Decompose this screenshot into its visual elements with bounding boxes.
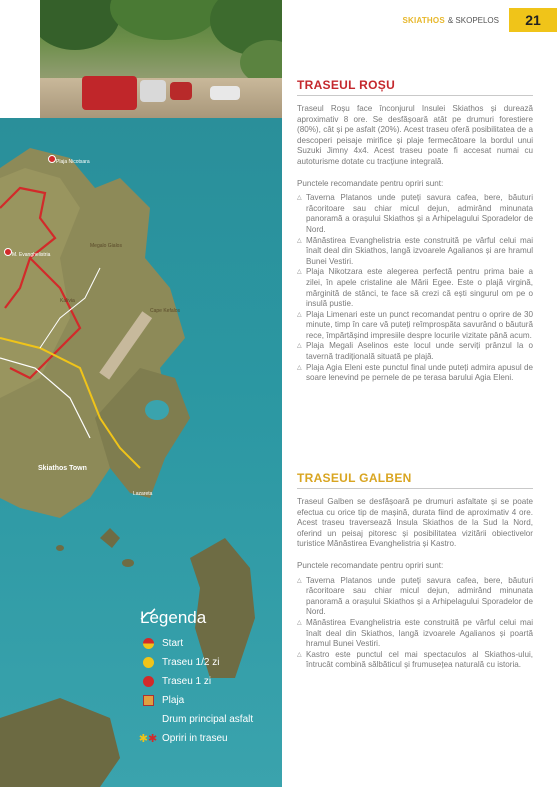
legend-item-start	[140, 634, 280, 653]
legend-label: Plaja	[162, 695, 185, 706]
start-marker-icon	[4, 248, 12, 256]
list-item: △ Mănăstirea Evanghelistria este construită pe vârful celui mai înalt deal din Skiathos, langă izvoarele Agalianos și poartă hramul Bunei Vestiri.	[297, 618, 533, 650]
section-yellow-route	[297, 471, 533, 671]
page-header	[403, 8, 557, 32]
section-title: TRASEUL GALBEN	[297, 471, 412, 485]
map-label-plaja-nicotsara: Plaja Nicotsara	[56, 159, 90, 165]
map-label-megalo-gialos: Megalo Gialos	[90, 243, 122, 249]
list-item: △ Mănăstirea Evanghelistria este construită pe vârful celui mai înalt deal din Skiathos, langă izvoarele Agalianos și are hramul Bunei Vestiri.	[297, 236, 533, 268]
list-item: △ Kastro este punctul cel mai spectaculos al Skiathos-ului, întrucât combină sălbăticul și frumusețea naturală cu istoria.	[297, 650, 533, 671]
page-number: 21	[509, 8, 557, 32]
legend-label: Opriri in traseu	[162, 733, 228, 744]
title-divider	[297, 95, 533, 96]
start-icon	[140, 636, 156, 652]
legend-label: Drum principal asfalt	[162, 714, 254, 725]
section-intro: Traseul Galben se desfășoară pe drumuri asfaltate și se poate efectua cu orice tip de mașină, durata fiind de aproximativ 4 ore. Acest traseu traversează Insula Skiathos de la Sud la Nord, oferind un peisaj pitoresc și posibilitatea vizitării obiectivelor turistice Mănăstirea Evanghelistria și Kastro.	[297, 497, 533, 549]
legend-title: Legenda	[140, 608, 207, 627]
legend-item-road	[140, 710, 280, 729]
header-brand-rest: & SKOPELOS	[447, 15, 499, 25]
map-label-cape-kefalos: Cape Kefalos	[150, 308, 181, 314]
legend-item-beach	[140, 691, 280, 710]
map-label-m-evanghelistria: M. Evanghelistria	[12, 252, 51, 258]
legend-label: Traseu 1 zi	[162, 676, 212, 687]
list-item: △ Plaja Limenari este un punct recomandat pentru o oprire de 30 minute, timp în care vă puteți reîmprospăta savurând o băutură rece, împărtășind impresiile despre locurile vizitate până acum.	[297, 310, 533, 342]
list-item: △ Taverna Platanos unde puteți savura cafea, bere, băuturi răcoritoare sau chiar micul dejun, admirând minunata panoramă a orașului Skiathos și a Arhipelagului Sporadelor de Nord.	[297, 193, 533, 235]
list-item: △ Plaja Megali Aselinos este locul unde serviți prânzul la o tavernă tradițională situată pe plajă.	[297, 341, 533, 362]
header-brand: SKIATHOS	[402, 15, 445, 25]
title-divider	[297, 488, 533, 489]
map-label-kalivia: Kalivia	[60, 298, 75, 304]
map-label-skiathos-town: Skiathos Town	[38, 465, 87, 472]
island-map	[0, 118, 282, 787]
yellow-dot-icon	[140, 655, 156, 671]
map-label-lazareta: Lazareta	[133, 491, 153, 497]
road-icon	[140, 712, 156, 728]
stop-icon: ✱ ✱	[138, 733, 158, 745]
jeep-photo	[40, 0, 282, 118]
legend-item-yellow-route	[140, 653, 280, 672]
list-item: △ Plaja Agia Eleni este punctul final unde puteți admira apusul de soare lenevind pe pernele de pe terasa barului Agia Eleni.	[297, 363, 533, 384]
section-intro: Traseul Roșu face înconjurul Insulei Skiathos și durează aproximativ 8 ore. Se desfășoară atât pe drumuri forestiere (80%), cât și pe asfalt (20%). Acest traseu oferă posibilitatea de a descoperi peisaje mirifice și plaje fermecătoare la bordul unui Suzuki Jimny 4x4. Acest traseu poate fi accesat numai cu autoturisme dotate cu tracțiune integrală.	[297, 104, 533, 166]
red-dot-icon	[140, 674, 156, 690]
legend-label: Start	[162, 638, 184, 649]
list-item: △ Taverna Platanos unde puteți savura cafea, bere, băuturi răcoritoare sau chiar micul dejun, admirând minunata panoramă a orașului Skiathos și a Arhipelagului Sporadelor de Nord.	[297, 576, 533, 618]
beach-icon	[140, 693, 156, 709]
stops-heading: Punctele recomandate pentru opriri sunt:	[297, 560, 444, 570]
stops-heading: Punctele recomandate pentru opriri sunt:	[297, 178, 444, 188]
map-legend	[140, 608, 280, 748]
start-marker-icon	[48, 155, 56, 163]
legend-label: Traseu 1/2 zi	[162, 657, 220, 668]
legend-item-stops	[140, 729, 280, 748]
stops-list	[297, 576, 533, 671]
section-title: TRASEUL ROȘU	[297, 78, 396, 92]
list-item: △ Plaja Nikotzara este alegerea perfectă pentru prima baie a zilei, în apele cristaline ale Mării Egee. Este o plajă virgină, mărginită de stânci, te face să crezi că ești singurul om pe o insulă pustie.	[297, 267, 533, 309]
legend-item-red-route	[140, 672, 280, 691]
stops-list	[297, 193, 533, 384]
section-red-route	[297, 78, 533, 384]
